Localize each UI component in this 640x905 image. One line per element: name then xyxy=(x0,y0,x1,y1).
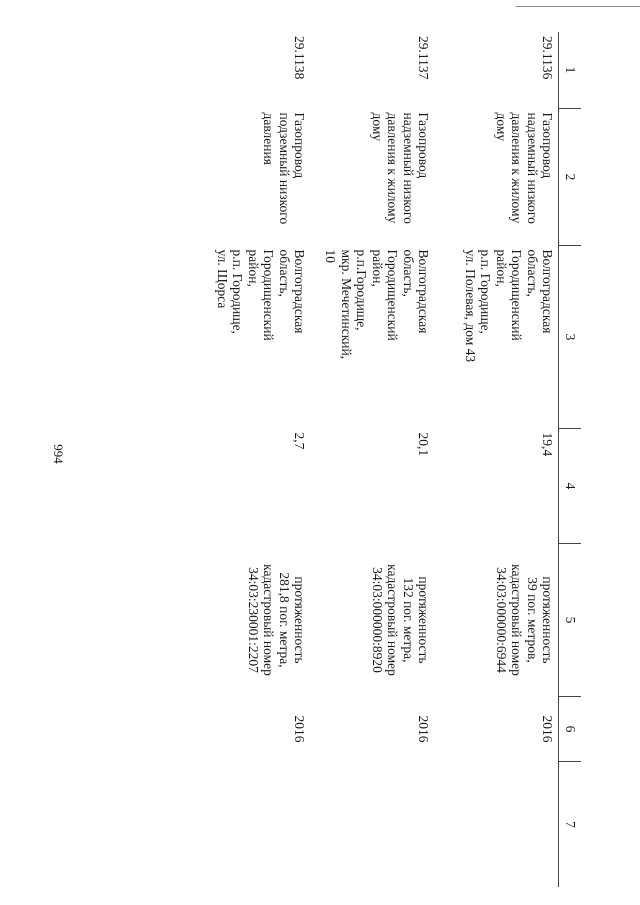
text-line: протяженность xyxy=(416,576,432,664)
object-characteristics xyxy=(311,544,435,697)
object-year: 2016 xyxy=(540,715,556,743)
text-line: надземный низкого xyxy=(401,112,416,224)
text-line: 281,8 пог. метра, xyxy=(277,572,292,668)
text-line: давления к жилому xyxy=(385,112,401,224)
text-line: Волгоградская xyxy=(540,249,556,334)
text-line: Газопровод xyxy=(292,112,308,179)
column-number-6: 6 xyxy=(559,697,581,762)
text-line: район, xyxy=(246,249,261,287)
object-value: 2,7 xyxy=(292,432,308,450)
text-line: 39 пог. метров, xyxy=(525,577,540,663)
row-id: 29.1137 xyxy=(416,36,432,80)
object-address xyxy=(311,246,435,429)
object-characteristics xyxy=(435,544,560,697)
object-characteristics xyxy=(149,544,311,697)
text-line: р.п. Городище, xyxy=(478,249,494,334)
registry-sheet xyxy=(107,32,581,828)
text-line: ул. Щорса xyxy=(215,249,230,309)
object-address xyxy=(149,246,311,429)
page-number: 994 xyxy=(51,444,66,464)
text-line: кадастровый номер xyxy=(509,564,525,676)
table-row xyxy=(311,32,435,887)
object-year: 2016 xyxy=(292,715,308,743)
text-line: 34:03:000000:8920 xyxy=(370,567,385,673)
object-address xyxy=(435,246,560,429)
text-line: район, xyxy=(494,249,509,287)
text-line: мкр. Мечетинский, xyxy=(339,249,354,360)
text-line: кадастровый номер xyxy=(261,564,277,676)
object-name xyxy=(149,109,311,246)
object-value: 19,4 xyxy=(540,432,556,457)
text-line: Газопровод xyxy=(540,112,556,179)
registry-table xyxy=(149,32,582,887)
text-line: 34:03:000000:6944 xyxy=(494,567,509,673)
text-line: область, xyxy=(277,249,292,297)
text-line: протяженность xyxy=(540,576,556,664)
row-id: 29.1136 xyxy=(540,36,556,80)
text-line: область, xyxy=(401,249,416,297)
text-line: ул. Полевая, дом 43 xyxy=(463,249,478,363)
column-number-row xyxy=(559,32,581,887)
text-line: подземный низкого xyxy=(277,112,292,225)
object-name xyxy=(311,109,435,246)
text-line: Городищенский xyxy=(509,249,525,341)
text-line: р.п. Городище, xyxy=(230,249,246,334)
text-line: область, xyxy=(525,249,540,297)
text-line: 10 xyxy=(323,249,339,263)
column-number-1: 1 xyxy=(559,32,581,109)
text-line: Городищенский xyxy=(385,249,401,341)
object-name xyxy=(435,109,560,246)
text-line: протяженность xyxy=(292,576,308,664)
text-line: р.п.Городище, xyxy=(354,249,370,331)
object-year: 2016 xyxy=(416,715,432,743)
text-line: Волгоградская xyxy=(416,249,432,334)
text-line: давления xyxy=(261,112,277,165)
column-number-7: 7 xyxy=(559,762,581,888)
text-line: Городищенский xyxy=(261,249,277,341)
top-rule xyxy=(516,6,640,7)
text-line: кадастровый номер xyxy=(385,564,401,676)
text-line: давления к жилому xyxy=(509,112,525,224)
object-value: 20,1 xyxy=(416,432,432,457)
table-row xyxy=(149,32,311,887)
text-line: 34:03:230001:2207 xyxy=(246,567,261,673)
text-line: надземный низкого xyxy=(525,112,540,224)
text-line: Волгоградская xyxy=(292,249,308,334)
table-row xyxy=(435,32,560,887)
column-number-5: 5 xyxy=(559,544,581,697)
text-line: дому xyxy=(494,112,509,142)
text-line: Газопровод xyxy=(416,112,432,179)
text-line: 132 пог. метра, xyxy=(401,577,416,663)
object-note xyxy=(311,762,435,888)
row-id: 29.1138 xyxy=(292,36,308,80)
text-line: район, xyxy=(370,249,385,287)
column-number-2: 2 xyxy=(559,109,581,246)
object-note xyxy=(149,762,311,888)
text-line: дому xyxy=(370,112,385,142)
object-note xyxy=(435,762,560,888)
column-number-3: 3 xyxy=(559,246,581,429)
column-number-4: 4 xyxy=(559,429,581,544)
